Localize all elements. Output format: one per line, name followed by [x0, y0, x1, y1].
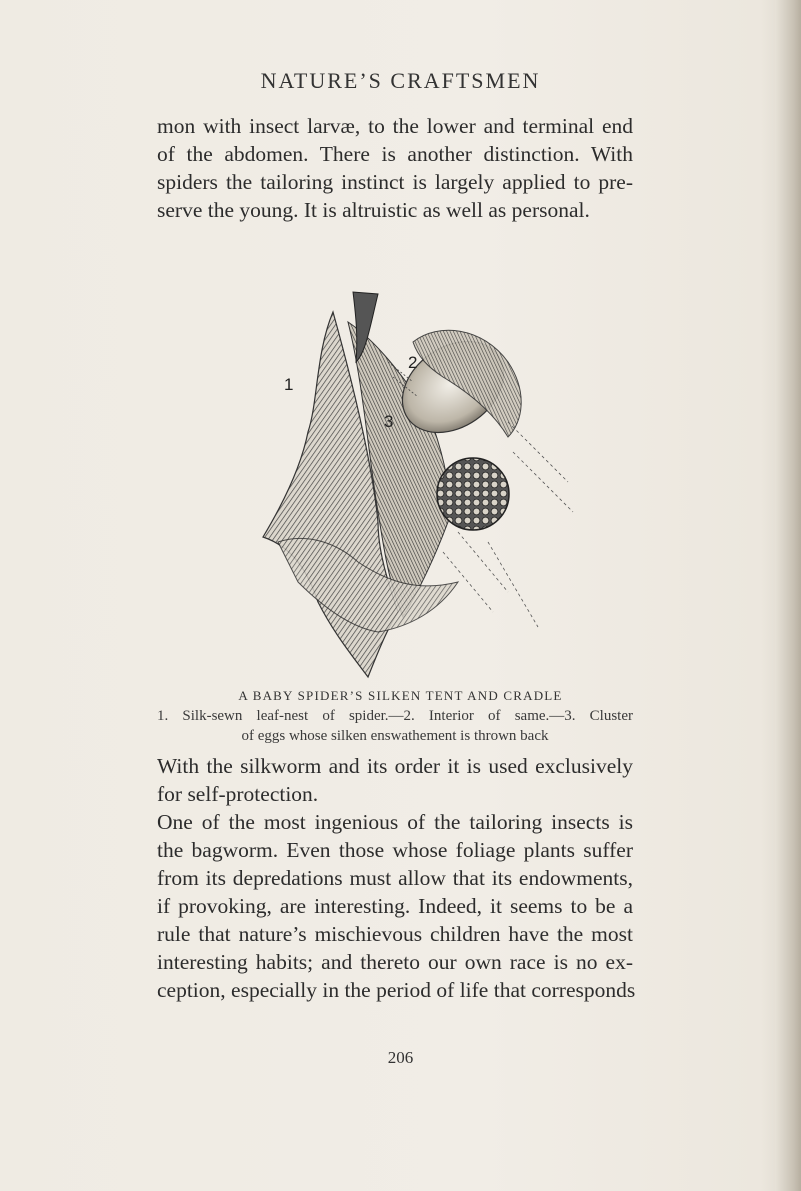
text-line: mon with insect larvæ, to the lower and terminal end: [157, 114, 633, 138]
caption-line: 1. Silk-sewn leaf-nest of spider.—2. Interior of same.—3. Cluster: [157, 708, 633, 724]
paragraph-bottom: [157, 808, 636, 1004]
text-line: if provoking, are interesting. Indeed, it seems to be a: [157, 894, 633, 918]
figure-label-1: 1: [284, 375, 294, 394]
text-line: One of the most ingenious of the tailoring insects is: [157, 810, 633, 834]
leaf-nest-drawing: [263, 292, 573, 677]
figure-label-2: 2: [408, 353, 418, 372]
text-line: from its depredations must allow that its endowments,: [157, 866, 633, 890]
text-line: ception, especially in the period of life that corresponds: [157, 978, 636, 1002]
figure-label-3: 3: [384, 412, 394, 431]
text-line: rule that nature’s mischievous children have the most: [157, 922, 633, 946]
text-line: With the silkworm and its order it is used exclusively: [157, 754, 633, 778]
paragraph-top: [157, 112, 633, 224]
paragraph-middle: [157, 752, 633, 808]
text-line: spiders the tailoring instinct is largely applied to pre-: [157, 170, 633, 194]
page-number: 206: [387, 1048, 414, 1067]
text-line: interesting habits; and thereto our own race is no ex-: [157, 950, 633, 974]
text-line: serve the young. It is altruistic as well as personal.: [157, 198, 590, 222]
page-edge-shadow: [775, 0, 801, 1191]
text-line: the bagworm. Even those whose foliage plants suffer: [157, 838, 633, 862]
text-line: for self-protection.: [157, 782, 319, 806]
figure-caption-title: A BABY SPIDER’S SILKEN TENT AND CRADLE: [238, 688, 563, 703]
spider-nest-illustration: [238, 282, 578, 682]
caption-line: of eggs whose silken enswathement is thrown back: [241, 728, 549, 744]
figure-caption-body: [157, 706, 633, 746]
text-line: of the abdomen. There is another distinction. With: [157, 142, 633, 166]
running-head: NATURE’S CRAFTSMEN: [260, 68, 541, 93]
